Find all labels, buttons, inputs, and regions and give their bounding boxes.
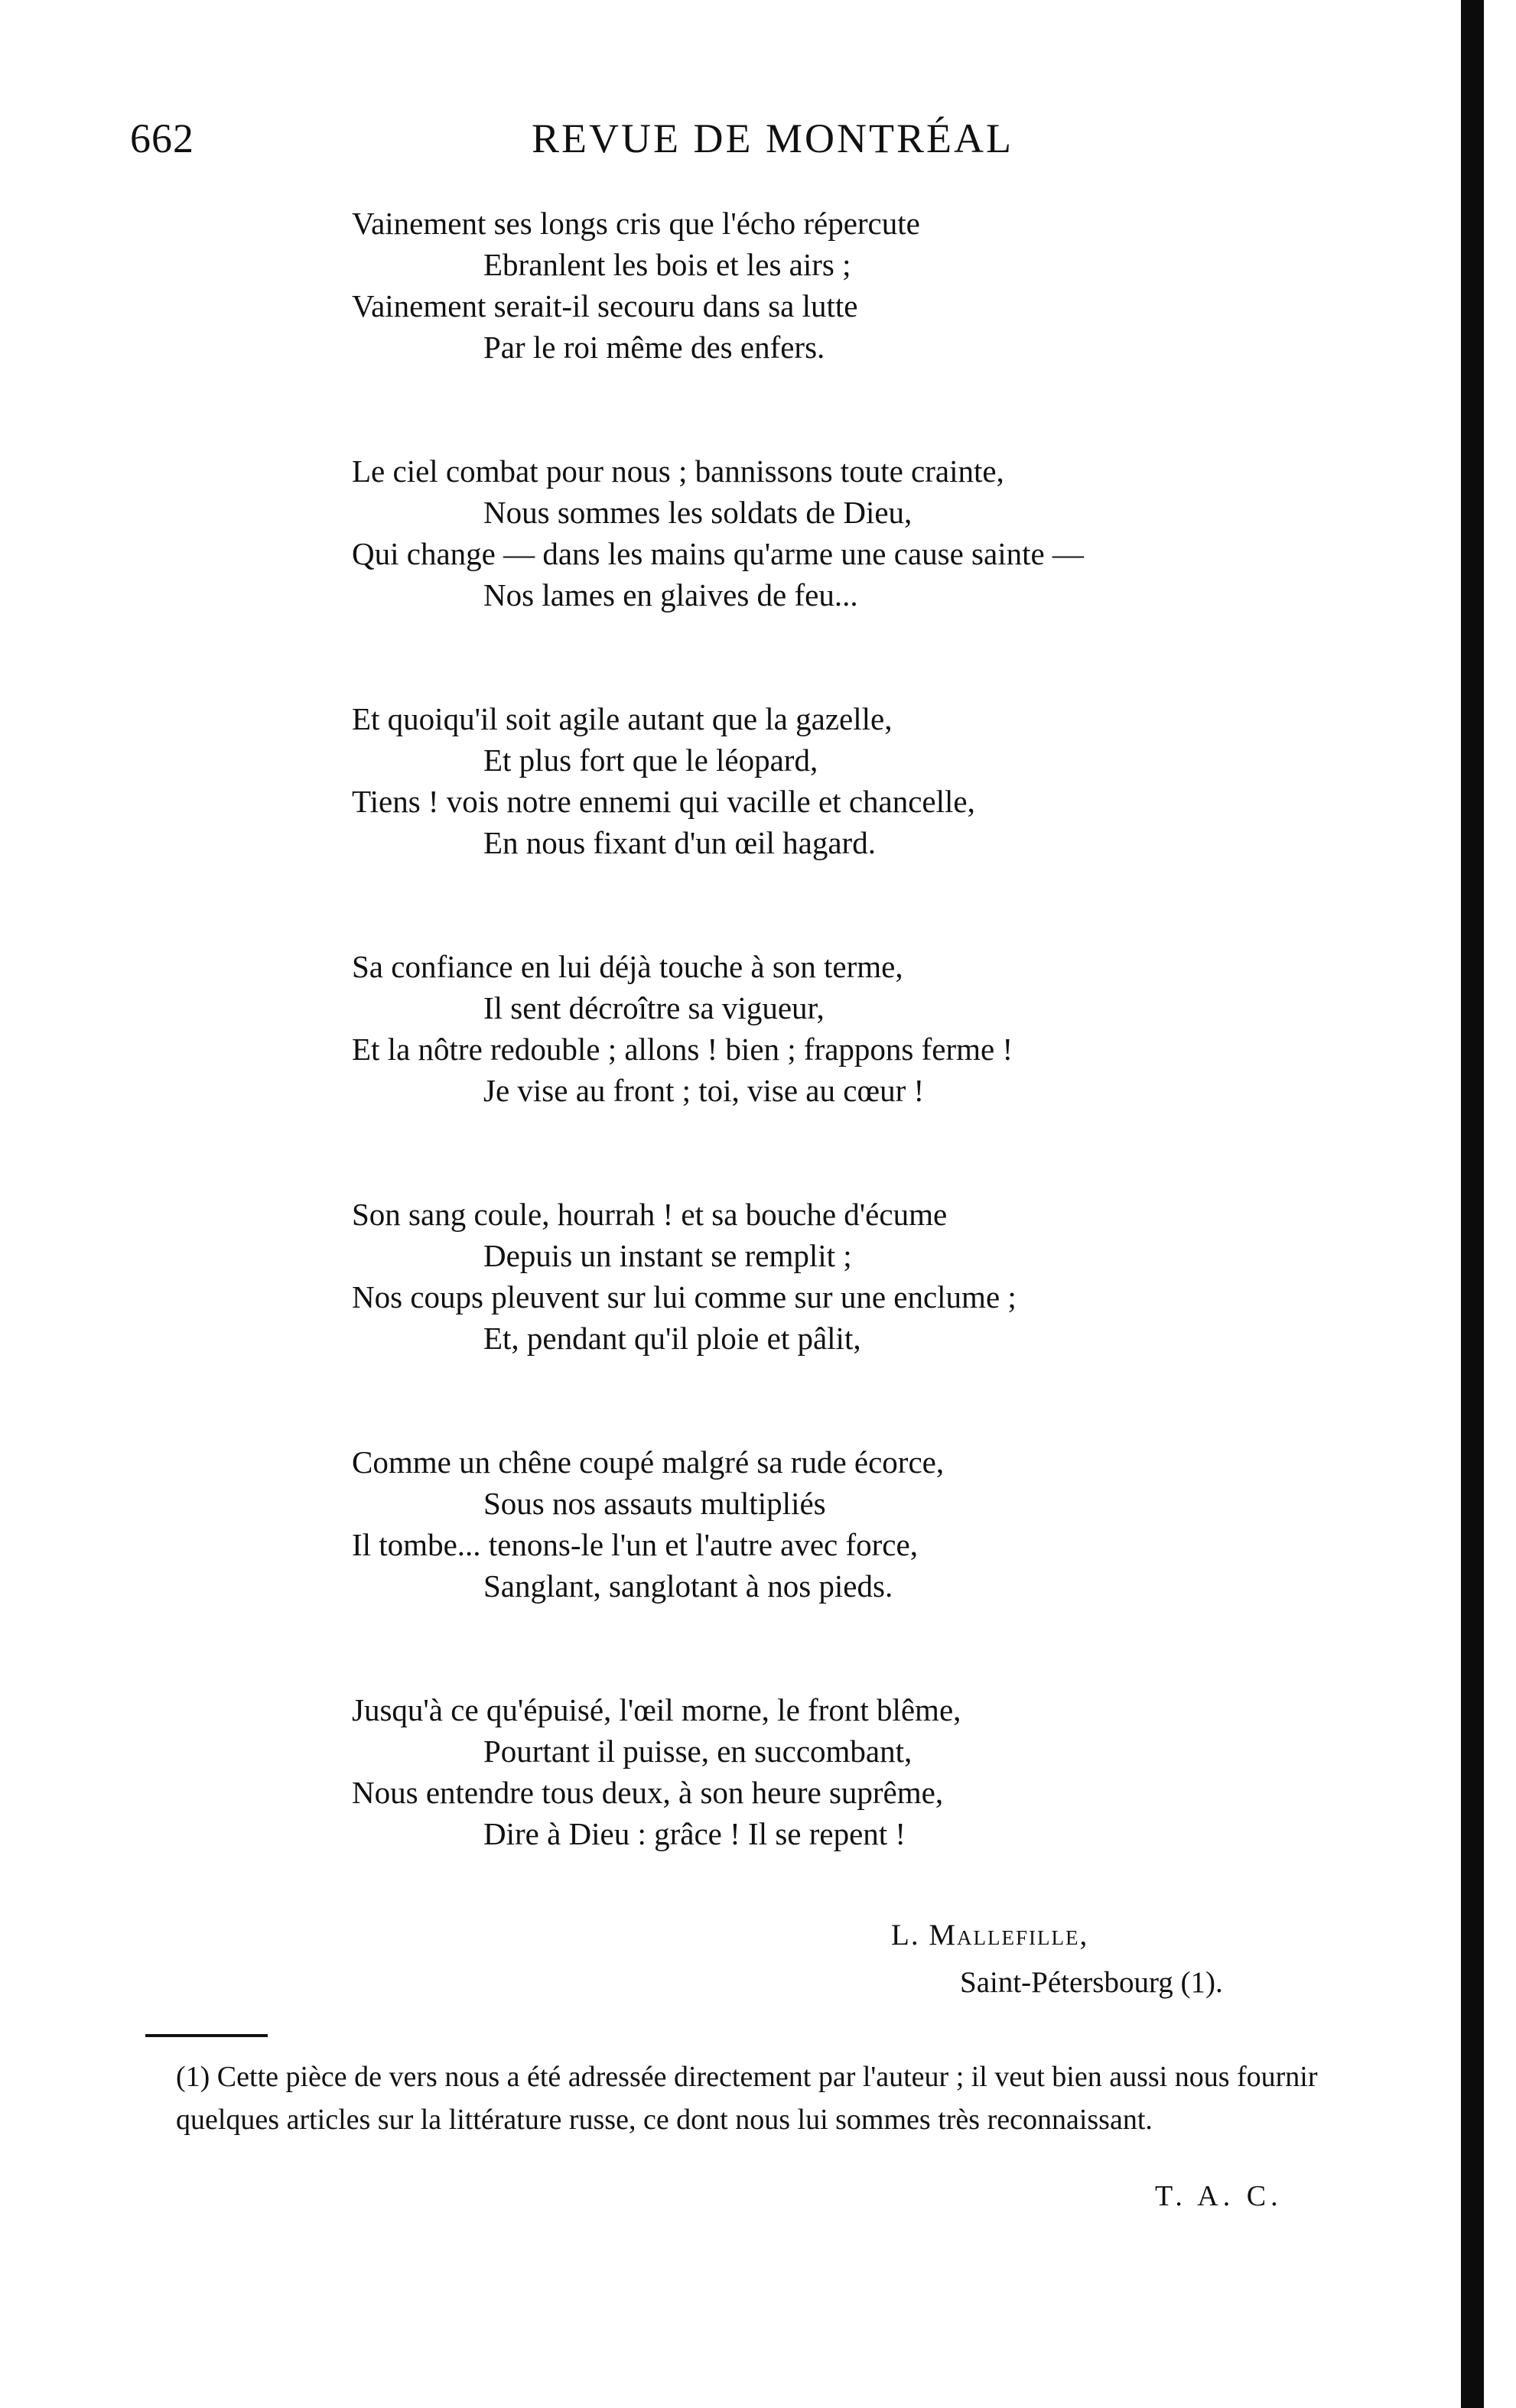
running-title: REVUE DE MONTRÉAL [532,115,1013,161]
author-initial: L. [891,1919,920,1951]
verse-line: Comme un chêne coupé malgré sa rude écorce, [352,1444,945,1480]
verse-line: Sanglant, sanglotant à nos pieds. [483,1568,893,1604]
verse-line: En nous fixant d'un œil hagard. [483,825,876,860]
verse-line: Vainement serait-il secouru dans sa lutte [352,288,858,323]
footnote-rule [145,2034,268,2037]
signature-place: Saint-Pétersbourg (1). [960,1966,1223,1999]
stanza [352,450,1346,616]
footnote-initials: T. A. C. [1155,2180,1283,2212]
page-number: 662 [130,115,194,161]
author-signature [891,1912,1350,1959]
verse-line: Nous sommes les soldats de Dieu, [483,495,913,530]
verse-line: Nous entendre tous deux, à son heure suprême, [352,1775,944,1810]
page-edge-shadow [1461,0,1484,2408]
verse-line: Vainement ses longs cris que l'écho répercute [352,206,920,241]
verse-line: Depuis un instant se remplit ; [483,1238,852,1273]
verse-line: Sa confiance en lui déjà touche à son terme, [352,949,903,984]
verse-line: Et quoiqu'il soit agile autant que la gazelle, [352,701,893,736]
author-name: Mallefille, [929,1919,1089,1951]
verse-line: Par le roi même des enfers. [483,330,825,365]
verse-line: Il tombe... tenons-le l'un et l'autre avec force, [352,1527,918,1562]
verse-line: Ebranlent les bois et les airs ; [483,247,851,282]
verse-line: Et la nôtre redouble ; allons ! bien ; frappons ferme ! [352,1032,1013,1067]
verse-line: Il sent décroître sa vigueur, [483,990,825,1025]
verse-line: Son sang coule, hourrah ! et sa bouche d'écume [352,1197,948,1232]
stanza [352,1194,1346,1359]
verse-line: Dire à Dieu : grâce ! Il se repent ! [483,1816,906,1851]
verse-line: Tiens ! vois notre ennemi qui vacille et chancelle, [352,784,975,819]
stanza [352,1689,1346,1854]
footnote: (1) Cette pièce de vers nous a été adressée directement par l'auteur ; il veut bien aussi nous fournir quelques articles sur la littérature russe, ce dont nous lui sommes très reconnaissant. [176,2061,1318,2136]
verse-line: Et, pendant qu'il ploie et pâlit, [483,1321,861,1356]
stanza [352,946,1346,1111]
verse-line: Le ciel combat pour nous ; bannissons toute crainte, [352,453,1004,489]
stanza [352,1441,1346,1607]
signature-block [891,1912,1350,2007]
verse-line: Qui change — dans les mains qu'arme une cause sainte — [352,536,1084,571]
verse-line: Nos lames en glaives de feu... [483,577,858,613]
stanza [352,698,1346,863]
verse-line: Et plus fort que le léopard, [483,743,818,778]
poem [352,203,1346,1937]
stanza [352,203,1346,368]
verse-line: Sous nos assauts multipliés [483,1486,826,1521]
verse-line: Nos coups pleuvent sur lui comme sur une enclume ; [352,1279,1017,1314]
verse-line: Jusqu'à ce qu'épuisé, l'œil morne, le front blême, [352,1692,961,1727]
verse-line: Je vise au front ; toi, vise au cœur ! [483,1073,925,1108]
verse-line: Pourtant il puisse, en succombant, [483,1734,913,1769]
page-header [130,115,1323,176]
